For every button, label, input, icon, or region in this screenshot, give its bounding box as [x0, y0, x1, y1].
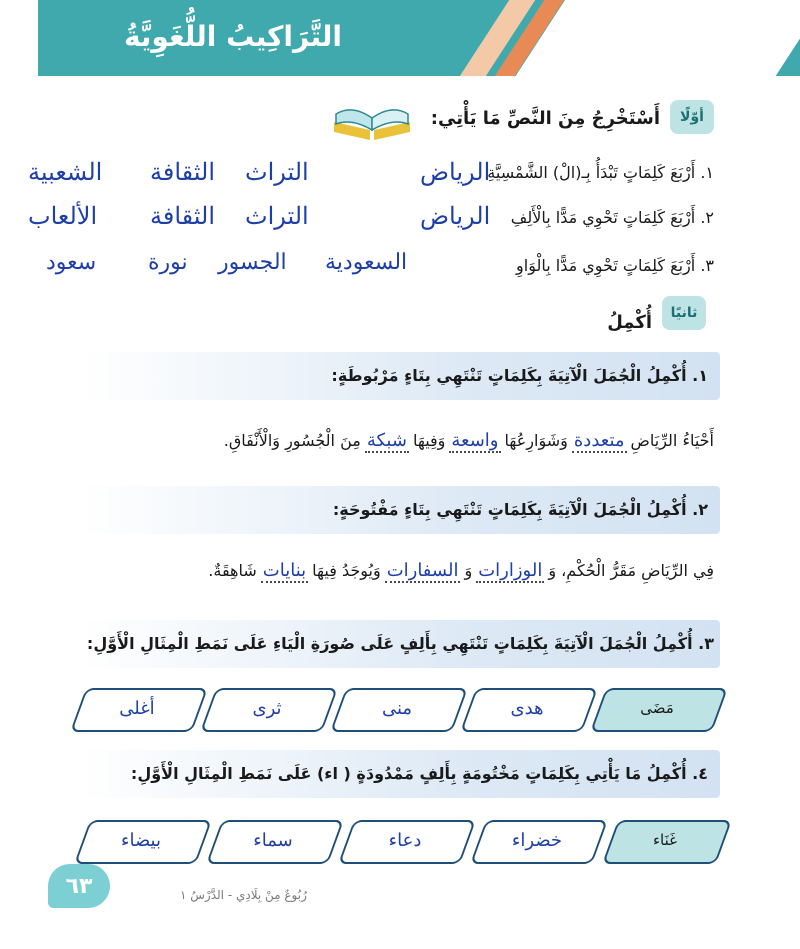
sentence-text: وَفِيهَا: [412, 431, 446, 450]
answer-word: الألعاب: [28, 202, 98, 230]
extract-item-1-prompt: ١. أَرْبَعَ كَلِمَاتٍ تَبْدَأُ بِـ(الْ) الشَّمْسِيَّةِ: [487, 163, 714, 182]
answer-blank: بنايات: [262, 560, 307, 581]
answer-word: الثقافة: [150, 158, 216, 186]
sentence-text: فِي الرِّيَاضِ مَقَرُّ الْحُكْمِ، وَ: [548, 561, 714, 580]
answer-word: التراث: [245, 202, 309, 230]
answer-word: الرياض: [420, 202, 491, 230]
section-badge-first: أوّلًا: [670, 100, 714, 134]
task3-title: ٣. أُكْمِلُ الْجُمَلَ الْآتِيَةَ بِكَلِمَاتٍ تَنْتَهِي بِأَلِفٍ عَلَى صُورَةِ الْيَاءِ عَلَى نَمَطِ الْمِثَالِ الْأَوَّلِ:: [86, 634, 714, 653]
answer-word: الشعبية: [28, 158, 103, 186]
answer-word: هدى: [510, 697, 544, 719]
answer-word: السعودية: [325, 250, 408, 275]
extract-item-3-prompt: ٣. أَرْبَعَ كَلِمَاتٍ تَحْوِي مَدًّا بِالْوَاوِ: [516, 256, 714, 275]
answer-word: بيضاء: [121, 829, 161, 851]
answer-word: نورة: [148, 250, 188, 275]
answer-word: منى: [381, 697, 413, 719]
answer-word: سماء: [253, 829, 293, 851]
page-title: التَّرَاكِيبُ اللُّغَوِيَّةُ: [123, 20, 342, 53]
answer-word: أغلى: [119, 697, 155, 719]
sentence-text: أَحْيَاءُ الرِّيَاضِ: [630, 431, 714, 450]
page-header: [10, 0, 800, 76]
answer-word: سعود: [46, 250, 97, 275]
answer-word: ثرى: [252, 697, 282, 719]
example-word: غَنَاء: [653, 831, 677, 849]
extract-item-2-prompt: ٢. أَرْبَعَ كَلِمَاتٍ تَحْوِي مَدًّا بِالْأَلِفِ: [510, 208, 714, 227]
sentence-text: وَشَوَارِعُهَا: [504, 431, 568, 450]
header-white-block: [516, 0, 800, 76]
sentence-text: وَ: [464, 561, 473, 580]
open-book-icon: [330, 100, 414, 142]
section1-heading: أَسْتَخْرِجُ مِنَ النَّصِّ مَا يَأْتِي:: [430, 108, 660, 129]
task2-sentence: [208, 560, 714, 583]
page-number: ٦٣: [48, 864, 110, 908]
task1-sentence: [224, 430, 714, 453]
task2-title: ٢. أُكْمِلُ الْجُمَلَ الْآتِيَةَ بِكَلِمَاتٍ تَنْتَهِي بِتَاءٍ مَفْتُوحَةٍ:: [332, 500, 708, 519]
answer-blank: شبكة: [366, 430, 407, 451]
task1-title: ١. أُكْمِلُ الْجُمَلَ الْآتِيَةَ بِكَلِمَاتٍ تَنْتَهِي بِتَاءٍ مَرْبُوطَةٍ:: [331, 366, 708, 385]
page-margin: [0, 0, 38, 949]
answer-word: دعاء: [388, 829, 422, 851]
answer-word: خضراء: [511, 829, 563, 851]
sentence-text: شَاهِقَةٌ.: [208, 561, 257, 580]
section-badge-second: ثانيًا: [662, 296, 706, 330]
example-word: مَضَى: [640, 699, 674, 717]
answer-blank: الوزارات: [478, 560, 543, 581]
section2-heading: أُكْمِلُ: [607, 312, 652, 333]
sentence-text: مِنَ الْجُسُورِ وَالْأَنْفَاقِ.: [223, 431, 361, 450]
answer-word: الرياض: [420, 158, 491, 186]
answer-blank: السفارات: [386, 560, 459, 581]
answer-word: الجسور: [218, 250, 287, 275]
answer-word: التراث: [245, 158, 309, 186]
footer-text: رُبُوعٌ مِنْ بِلَادِي - الدَّرْسُ ١: [180, 888, 307, 902]
task4-title: ٤. أُكْمِلُ مَا يَأْتِي بِكَلِمَاتٍ مَخْتُومَةٍ بِأَلِفٍ مَمْدُودَةٍ ( اء) عَلَى نَمَطِ الْمِثَالِ الْأَوَّلِ:: [130, 764, 708, 783]
sentence-text: وَيُوجَدُ فِيهَا: [312, 561, 381, 580]
answer-word: الثقافة: [150, 202, 216, 230]
answer-blank: واسعة: [451, 430, 499, 451]
answer-blank: متعددة: [573, 430, 625, 451]
